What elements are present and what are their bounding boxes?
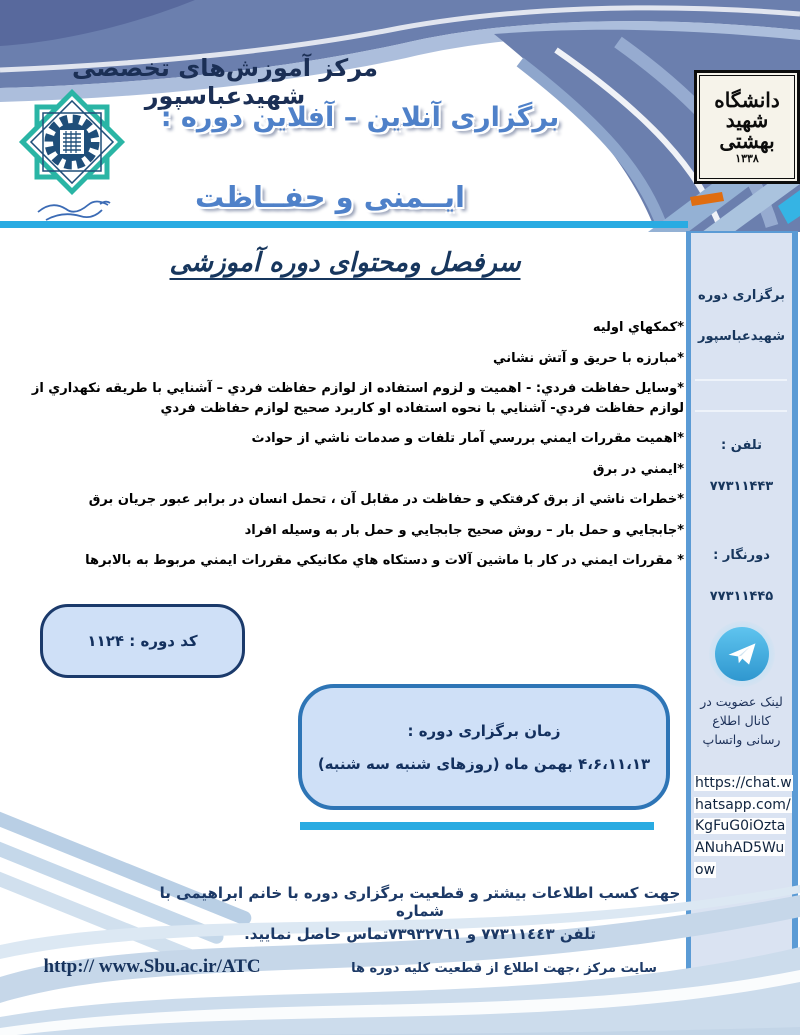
footer-info-line-2: تلفن ٧٧٣١١٤٤٣ و ٧٣٩٣٢٧٦١تماس حاصل نمایید. xyxy=(244,925,596,943)
training-center-logo xyxy=(16,86,128,228)
phone-label: تلفن : xyxy=(721,438,762,453)
content-heading: سرفصل ومحتوای دوره آموزشی xyxy=(169,248,521,278)
fax-label: دورنگار : xyxy=(713,548,770,563)
university-logo-line: دانشگاه xyxy=(714,87,780,112)
org-name: مرکز آموزش‌های تخصصی شهیدعباسپور xyxy=(72,54,378,110)
course-topics-list xyxy=(8,318,684,582)
university-logo xyxy=(694,70,800,184)
fax-number: ۷۷۳۱۱۴۴۵ xyxy=(709,589,774,604)
topic-item: *كمكهاي اوليه xyxy=(592,320,684,335)
university-logo-line: بهشتی xyxy=(719,128,775,153)
signature-scribble xyxy=(38,202,110,221)
whatsapp-channel-note: لینک عضویت در کانال اطلاع رسانی واتساپ xyxy=(700,694,783,747)
schedule-pill xyxy=(298,684,670,810)
topic-item: *جابجايي و حمل بار – روش صحيح جابجايي و حمل بار به وسيله افراد xyxy=(244,522,684,538)
schedule-line-2: ۴،۶،۱۱،۱۳ بهمن ماه (روزهای شنبه سه شنبه) xyxy=(317,754,651,773)
gear-icon xyxy=(49,119,95,165)
course-title: ایــمنی و حفــاظت xyxy=(195,180,465,214)
paper-plane-icon xyxy=(725,637,759,671)
footer-site-note: سایت مرکز ،جهت اطلاع از قطعیت کلیه دوره ها xyxy=(351,961,657,976)
topic-item: *ايمني در برق xyxy=(592,461,684,477)
university-logo-year: ۱۳۳۸ xyxy=(735,151,759,165)
topic-item: *وسايل حفاظت فردي: - اهميت و لزوم استفاده از لوازم حفاظت فردي – آشنايي با طريقه نكهداري از لوازم حفاظت فردي- آشنايي با نحوه استفاده او كاربرد صحيح لوازم حفاظت فردي xyxy=(31,381,684,416)
university-logo-line: شهید xyxy=(725,108,769,133)
site-url-link[interactable]: http:// www.Sbu.ac.ir/ATC xyxy=(43,956,261,977)
sidebar-org-line-1: برگزاری دوره xyxy=(698,288,785,303)
phone-number: ۷۷۳۱۱۴۴۳ xyxy=(709,479,774,494)
sidebar-org-line-2: شهیدعباسپور xyxy=(698,329,785,344)
course-code-pill: کد دوره : ۱۱۲۴ xyxy=(40,604,245,678)
topic-item: *مبارزه با حريق و آتش نشاني xyxy=(493,350,684,366)
whatsapp-url-link[interactable]: https://chat.whatsapp.com/KgFuG0iOztaANuhAD5Wuow xyxy=(695,775,792,878)
course-mode-line: برگزاری آنلاین – آفلاین دوره : xyxy=(160,102,560,133)
sidebar xyxy=(686,231,798,984)
sidebar-divider xyxy=(695,410,787,412)
footer-info-line-1: جهت کسب اطلاعات بیشتر و قطعیت برگزاری دوره با خانم ابراهیمی با شماره xyxy=(159,884,681,920)
topic-item: *اهميت مقررات ايمني بررسي آمار تلفات و صدمات ناشي از حوادث xyxy=(251,431,684,446)
topic-item: *خطرات ناشي از برق كرفتكي و حفاظت در مقابل آن ، تحمل انسان در برابر عبور جريان برق xyxy=(88,492,684,507)
cyan-divider-bottom xyxy=(300,822,654,830)
telegram-icon[interactable] xyxy=(709,621,775,687)
sidebar-divider xyxy=(695,379,787,381)
schedule-line-1: زمان برگزاری دوره : xyxy=(407,721,561,740)
topic-item: * مقررات ايمني در كار با ماشين آلات و دستكاه هاي مكانيكي مقررات ايمني مربوط به بالابرها xyxy=(85,553,684,568)
